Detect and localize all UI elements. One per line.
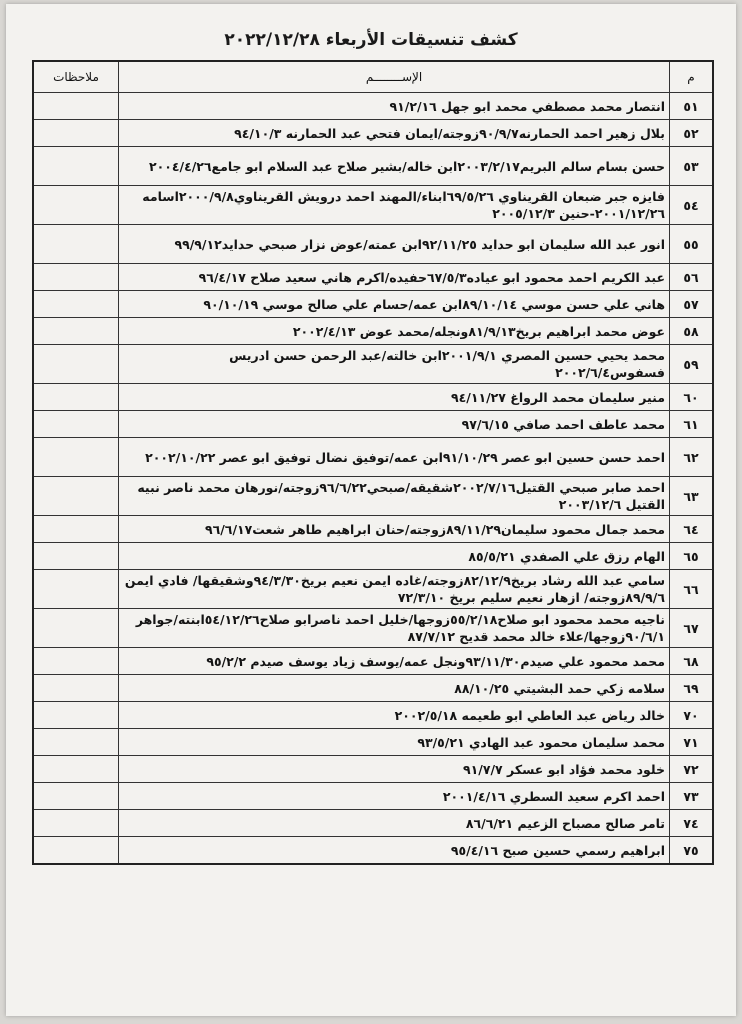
row-name: تامر صالح مصباح الزعيم ٨٦/٦/٢١ [119,810,670,837]
row-name: احمد حسن حسين ابو عصر ٩١/١٠/٢٩ابن عمه/توفيق نضال توفيق ابو عصر ٢٠٠٢/١٠/٢٢ [119,438,670,477]
row-number: ٥١ [670,93,714,120]
row-name: انور عبد الله سليمان ابو حدايد ٩٢/١١/٢٥ابن عمته/عوض نزار صبحي حدايد٩٩/٩/١٢ [119,225,670,264]
row-name: محمد جمال محمود سليمان٨٩/١١/٢٩زوجته/حنان ابراهيم طاهر شعت٩٦/٦/١٧ [119,516,670,543]
row-notes [33,570,119,609]
row-number: ٦٥ [670,543,714,570]
row-notes [33,516,119,543]
row-notes [33,837,119,865]
table-row [33,93,713,120]
table-row [33,609,713,648]
row-number: ٦٠ [670,384,714,411]
row-name: محمد سليمان محمود عبد الهادي ٩٣/٥/٢١ [119,729,670,756]
row-name: عوض محمد ابراهيم بريخ٨١/٩/١٣ونجله/محمد عوض ٢٠٠٢/٤/١٣ [119,318,670,345]
row-number: ٥٤ [670,186,714,225]
row-number: ٥٦ [670,264,714,291]
row-name: خلود محمد فؤاد ابو عسكر ٩١/٧/٧ [119,756,670,783]
row-name: ناجيه محمد محمود ابو صلاح٥٥/٢/١٨زوجها/خليل احمد ناصرابو صلاح٥٤/١٢/٢٦ابنته/جواهر ٩٠/٦/١زوجها/علاء خالد محمد قديح ٨٧/٧/١٢ [119,609,670,648]
row-notes [33,756,119,783]
row-notes [33,384,119,411]
table-row [33,264,713,291]
row-notes [33,186,119,225]
row-notes [33,675,119,702]
row-notes [33,345,119,384]
table-row [33,225,713,264]
table-row [33,729,713,756]
row-name: احمد صابر صبحي القتيل٢٠٠٢/٧/١٦شقيقه/صبحي٩٦/٦/٢٢زوجته/نورهان محمد ناصر نبيه القتيل ٢٠٠٣/١٢/٦ [119,477,670,516]
header-name: الإســــــــم [119,61,670,93]
table-row [33,147,713,186]
row-number: ٧٢ [670,756,714,783]
table-row [33,756,713,783]
table-row [33,411,713,438]
row-notes [33,120,119,147]
document-sheet [6,4,736,1016]
row-name: سامي عبد الله رشاد بريخ٨٢/١٢/٩زوجته/غاده ايمن نعيم بريخ٩٤/٣/٣٠وشقيقها/ فادي ايمن ٨٩/٩/٦زوجته/ ازهار نعيم سليم بريخ ٧٢/٣/١٠ [119,570,670,609]
row-name: بلال زهير احمد الحمارنه٩٠/٩/٧زوجته/ايمان فتحي عبد الحمارنه ٩٤/١٠/٣ [119,120,670,147]
row-notes [33,264,119,291]
row-number: ٥٢ [670,120,714,147]
table-row [33,675,713,702]
row-name: محمد عاطف احمد صافي ٩٧/٦/١٥ [119,411,670,438]
row-name: ابراهيم رسمي حسين صبح ٩٥/٤/١٦ [119,837,670,865]
header-num: م [670,61,714,93]
row-notes [33,438,119,477]
row-number: ٥٨ [670,318,714,345]
records-table [32,60,714,865]
row-number: ٦١ [670,411,714,438]
row-name: محمد يحيي حسين المصري ٢٠٠١/٩/١ابن خالته/عبد الرحمن حسن ادريس فسفوس٢٠٠٢/٦/٤ [119,345,670,384]
row-name: منير سليمان محمد الرواغ ٩٤/١١/٢٧ [119,384,670,411]
table-row [33,783,713,810]
row-name: خالد رياض عبد العاطي ابو طعيمه ٢٠٠٢/٥/١٨ [119,702,670,729]
table-row [33,384,713,411]
row-number: ٥٥ [670,225,714,264]
table-row [33,438,713,477]
row-number: ٥٩ [670,345,714,384]
table-row [33,702,713,729]
row-name: احمد اكرم سعيد السطري ٢٠٠١/٤/١٦ [119,783,670,810]
row-notes [33,318,119,345]
row-number: ٥٣ [670,147,714,186]
row-number: ٧٤ [670,810,714,837]
table-row [33,345,713,384]
row-notes [33,93,119,120]
table-row [33,570,713,609]
row-number: ٦٣ [670,477,714,516]
table-row [33,648,713,675]
row-notes [33,648,119,675]
row-number: ٦٤ [670,516,714,543]
row-notes [33,543,119,570]
row-number: ٦٨ [670,648,714,675]
row-number: ٧١ [670,729,714,756]
row-notes [33,411,119,438]
table-row [33,543,713,570]
row-notes [33,225,119,264]
table-row [33,120,713,147]
row-name: فايزه جبر ضبعان القريناوي ٦٩/٥/٢٦ابناء/المهند احمد درويش القريناوي٢٠٠٠/٩/٨اسامه ٢٠٠١/١٢/٢٦-حنين ٢٠٠٥/١٢/٣ [119,186,670,225]
document-title: كشف تنسيقات الأربعاء ٢٠٢٢/١٢/٢٨ [224,30,518,50]
row-notes [33,147,119,186]
row-number: ٧٠ [670,702,714,729]
row-notes [33,729,119,756]
row-name: حسن بسام سالم البريم٢٠٠٣/٢/١٧ابن خاله/بشير صلاح عبد السلام ابو جامع٢٠٠٤/٤/٢٦ [119,147,670,186]
row-number: ٦٧ [670,609,714,648]
row-notes [33,477,119,516]
header-notes: ملاحظات [33,61,119,93]
row-number: ٥٧ [670,291,714,318]
table-header-row [33,61,713,93]
row-name: عبد الكريم احمد محمود ابو عياده٦٧/٥/٣حفيده/اكرم هاني سعيد صلاح ٩٦/٤/١٧ [119,264,670,291]
row-notes [33,810,119,837]
row-name: الهام رزق علي الصفدي ٨٥/٥/٢١ [119,543,670,570]
row-number: ٦٢ [670,438,714,477]
table-row [33,477,713,516]
row-number: ٧٣ [670,783,714,810]
row-number: ٦٦ [670,570,714,609]
row-name: سلامه زكي حمد البشيتي ٨٨/١٠/٢٥ [119,675,670,702]
row-name: محمد محمود علي صيدم٩٣/١١/٣٠ونجل عمه/يوسف زياد يوسف صيدم ٩٥/٢/٢ [119,648,670,675]
table-body [33,93,713,865]
row-number: ٧٥ [670,837,714,865]
table-row [33,837,713,865]
table-row [33,186,713,225]
row-name: هاني علي حسن موسي ٨٩/١٠/١٤ابن عمه/حسام علي صالح موسي ٩٠/١٠/١٩ [119,291,670,318]
row-name: انتصار محمد مصطفي محمد ابو جهل ٩١/٢/١٦ [119,93,670,120]
table-row [33,291,713,318]
row-notes [33,702,119,729]
table-row [33,318,713,345]
row-notes [33,609,119,648]
row-notes [33,783,119,810]
table-row [33,516,713,543]
row-notes [33,291,119,318]
table-row [33,810,713,837]
row-number: ٦٩ [670,675,714,702]
